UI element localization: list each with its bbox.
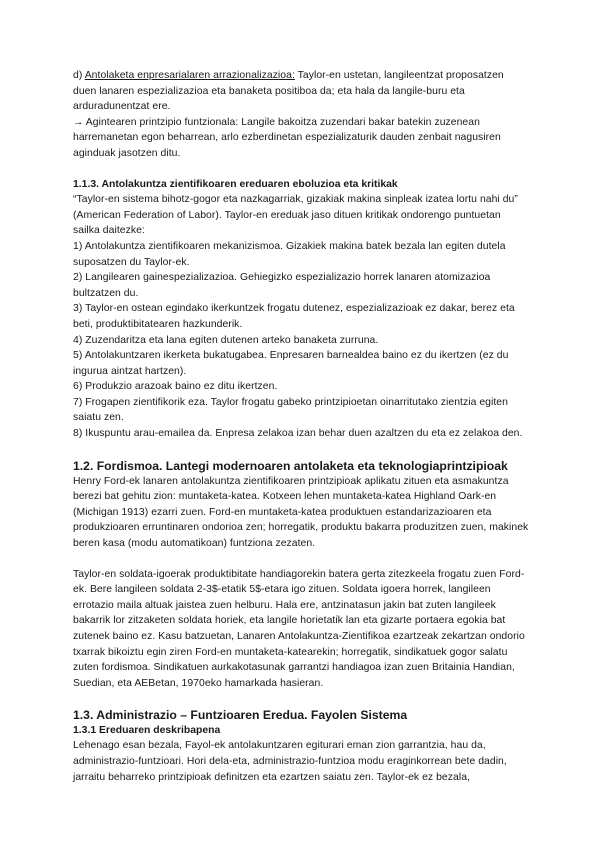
critique-item-3: 3) Taylor-en ostean egindako ikerkuntzek frogatu dutenez, espezializazioak ez dakar, berez eta beti, produktibitatearen hazkunderik. [73, 303, 515, 330]
spacer [73, 442, 529, 458]
spacer [73, 162, 529, 177]
critique-item-2: 2) Langilearen gainespezializazioa. Gehiegizko espezializazio horrek lanaren atomizazioa bultzatzen du. [73, 272, 491, 299]
section-13-heading: 1.3. Administrazio – Funtzioaren Eredua. Fayolen Sistema [73, 708, 408, 723]
page-content [73, 68, 529, 785]
section-12-paragraph-2: Taylor-en soldata-igoerak produktibitate handiagorekin batera gerta zitezkeela frogatu zuen Ford-ek. Bere langileen soldata 2-3$-etatik 5$-etara igo zituen. Soldata igoera horrek, langileen errotazio maila altuak jaistea zuen helburu. Hala ere, antzinatasun jakin bat zuten langileek bakarrik lor zitzaketen soldata horiek, eta langile horietatik lan eta gizarte portaera egokia bat zutenek baino ez. Kasu batzuetan, Lanaren Antolakuntza-Zientifikoa ezartzeak zekartzan ondorio txarrak bikoiztu egin ziren Ford-en muntaketa-katearekin; horregatik, sindikatuek gogor salatu zuten fordismoa. Sindikatuen aurkakotasunak garrantzi handiagoa izan zuen Britainia Handian, Suedian, eta AEBetan, 1970eko hamarkada hasieran. [73, 568, 525, 689]
section-12-paragraph-1: Henry Ford-ek lanaren antolakuntza zientifikoaren printzipioak aplikatu zituen eta asmakuntza berezi bat gehitu zion: muntaketa-katea. Kotxeen lehen muntaketa-katea Highland Oark-en (Michigan 1913) ezarri zuen. Ford-en muntaketa-katea produktuen estandarizazioaren eta produkzioaren erruntinaren ondorioa zen; horregatik, produktu bakarra produzitzen zuen, makinek beren kasa (modu automatikoan) funtziona zezaten. [73, 475, 529, 550]
section-131-subheading: 1.3.1 Ereduaren deskribapena [73, 725, 221, 737]
critique-item-7: 7) Frogapen zientifikorik eza. Taylor frogatu gabeko printzipioetan oinarritutako zientzia egiten saiatu zen. [73, 396, 508, 424]
section-d-arrow-paragraph: → Agintearen printzipio funtzionala: Langile bakoitza zuzendari bakar batekin zuzenean harremanetan egon beharrean, arlo ezberdinetan espezializaturik dauden zenbait nagusiren aginduak jasotzen ditu. [73, 116, 501, 159]
spacer [73, 552, 529, 567]
section-12-heading: 1.2. Fordismoa. Lantegi modernoaren antolaketa eta teknologiaprintzipioak [73, 458, 508, 473]
section-d-text: Taylor-en ustetan, langileentzat proposatzen duen lanaren espezializazioa eta banaketa positiboa da; eta hala da langile-buru eta arduradunentzat ere. [73, 70, 504, 113]
critique-item-8: 8) Ikuspuntu arau-emailea da. Enpresa zelakoa izan behar duen azaltzen du eta ez zelakoa den. [73, 428, 523, 440]
section-113-heading: 1.1.3. Antolakuntza zientifikoaren ereduaren eboluzioa eta kritikak [73, 178, 398, 190]
critique-item-4: 4) Zuzendaritza eta lana egiten dutenen arteko banaketa zurruna. [73, 334, 379, 346]
section-13-paragraph: Lehenago esan bezala, Fayol-ek antolakuntzaren egiturari eman zion garrantzia, hau da, administrazio-funtzioari. Hori dela-eta, administrazio-funtzioa modu eraginkorrean bete dadin, jarraitu beharreko printzipioak definitzen eta ezartzen saiatu zen. Taylor-ek ez bezala, [73, 740, 507, 783]
critique-item-6: 6) Produkzio arazoak baino ez ditu ikertzen. [73, 381, 278, 393]
section-113-intro: “Taylor-en sistema bihotz-gogor eta nazkagarriak, gizakiak makina sinpleak izatea lortu nahi du” (American Federation of Labor). Taylor-en ereduak jaso dituen kritikak ondorengo puntuetan sailka daitezke: [73, 194, 518, 237]
section-d-underlined-title: Antolaketa enpresarialaren arrazionalizazioa: [84, 70, 295, 81]
critique-item-5: 5) Antolakuntzaren ikerketa bukatugabea. Enpresaren barnealdea baino ez du ikertzen (ez du ingurua aintzat hartzen). [73, 350, 509, 377]
section-d-prefix: d) [73, 70, 85, 81]
spacer [73, 691, 529, 707]
section-d-paragraph [73, 68, 529, 115]
critique-item-1: 1) Antolakuntza zientifikoaren mekanizismoa. Gizakiek makina batek bezala lan egiten dutela suposatzen du Taylor-ek. [73, 240, 506, 268]
